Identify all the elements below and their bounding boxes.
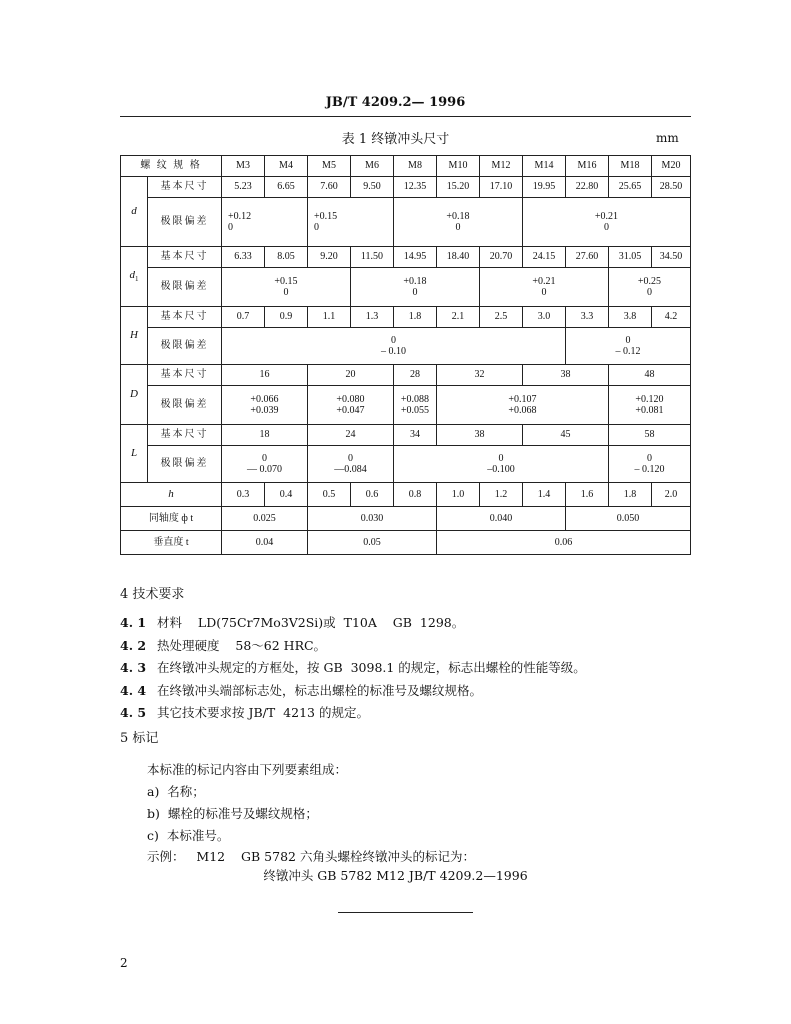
table-cell: 28.50 bbox=[652, 177, 691, 198]
upper-deviation: +0.066 bbox=[250, 393, 279, 405]
dimensions-table bbox=[120, 155, 691, 555]
table-cell: 2.0 bbox=[652, 483, 691, 507]
table-cell: 0.5 bbox=[308, 483, 351, 507]
deviation-label: 极限偏差 bbox=[148, 446, 222, 483]
table-cell: 1.2 bbox=[480, 483, 523, 507]
page-number: 2 bbox=[120, 956, 128, 970]
lower-deviation: 0 bbox=[604, 222, 609, 233]
marking-example-value: 终镦冲头 GB 5782 M12 JB/T 4209.2—1996 bbox=[263, 868, 528, 883]
size-header: M3 bbox=[222, 156, 265, 177]
lower-deviation: +0.068 bbox=[508, 405, 537, 416]
dimension-symbol-d1 bbox=[121, 247, 148, 307]
deviation-label: 极限偏差 bbox=[148, 198, 222, 247]
table-cell: 2.5 bbox=[480, 307, 523, 328]
dimension-symbol-H: H bbox=[121, 307, 148, 365]
table-cell bbox=[222, 268, 351, 307]
table-row bbox=[121, 177, 691, 198]
table-cell: 0.050 bbox=[566, 507, 691, 531]
table-cell: 38 bbox=[437, 425, 523, 446]
upper-deviation: 0 bbox=[498, 452, 504, 464]
lower-deviation: – 0.120 bbox=[634, 464, 665, 475]
requirement-item bbox=[120, 636, 326, 654]
table-row bbox=[121, 425, 691, 446]
table-caption: 表 1 终镦冲头尺寸 bbox=[341, 132, 450, 147]
lower-deviation: 0 bbox=[314, 222, 319, 233]
marking-element: a) 名称； bbox=[147, 784, 205, 799]
upper-deviation: +0.25 bbox=[637, 275, 662, 287]
table-cell bbox=[394, 198, 523, 247]
table-cell: 1.0 bbox=[437, 483, 480, 507]
table-cell bbox=[437, 386, 609, 425]
upper-deviation: +0.12 bbox=[228, 210, 252, 222]
table-cell: 7.60 bbox=[308, 177, 351, 198]
item-text: 在终镦冲头端部标志处，标志出螺栓的标准号及螺纹规格。 bbox=[157, 683, 483, 698]
lower-deviation: +0.039 bbox=[250, 405, 279, 416]
table-header-row bbox=[121, 156, 691, 177]
lower-deviation: – 0.12 bbox=[615, 346, 641, 357]
size-header: M18 bbox=[609, 156, 652, 177]
table-cell: 15.20 bbox=[437, 177, 480, 198]
symbol-subscript: 1 bbox=[135, 275, 139, 284]
table-cell: 3.8 bbox=[609, 307, 652, 328]
item-number: 4. 2 bbox=[120, 638, 147, 653]
table-cell: 0.8 bbox=[394, 483, 437, 507]
table-cell: 3.3 bbox=[566, 307, 609, 328]
item-number: 4. 1 bbox=[120, 615, 147, 630]
table-cell: 32 bbox=[437, 365, 523, 386]
table-cell: 1.8 bbox=[609, 483, 652, 507]
table-cell: 0.040 bbox=[437, 507, 566, 531]
size-header: M14 bbox=[523, 156, 566, 177]
table-cell bbox=[308, 198, 394, 247]
upper-deviation: +0.120 bbox=[635, 393, 664, 405]
item-text: 材料 LD(75Cr7Mo3V2Si)或 T10A GB 1298。 bbox=[157, 615, 465, 630]
table-cell: 34 bbox=[394, 425, 437, 446]
table-row bbox=[121, 268, 691, 307]
table-cell: 6.33 bbox=[222, 247, 265, 268]
lower-deviation: — 0.070 bbox=[247, 464, 282, 475]
size-header: M4 bbox=[265, 156, 308, 177]
table-cell: 6.65 bbox=[265, 177, 308, 198]
basic-size-label: 基本尺寸 bbox=[148, 247, 222, 268]
marking-element: b) 螺栓的标准号及螺纹规格； bbox=[147, 806, 318, 821]
lower-deviation: 0 bbox=[283, 287, 289, 298]
upper-deviation: 0 bbox=[625, 334, 631, 346]
lower-deviation: 0 bbox=[647, 287, 652, 298]
table-cell: 20 bbox=[308, 365, 394, 386]
lower-deviation: +0.047 bbox=[336, 405, 365, 416]
marking-example-label: 示例： M12 GB 5782 六角头螺栓终镦冲头的标记为： bbox=[147, 849, 475, 864]
section-4-title: 4 技术要求 bbox=[120, 587, 185, 602]
table-row bbox=[121, 198, 691, 247]
table-cell: 28 bbox=[394, 365, 437, 386]
table-cell bbox=[609, 268, 691, 307]
table-cell: 45 bbox=[523, 425, 609, 446]
table-row bbox=[121, 507, 691, 531]
table-cell: 58 bbox=[609, 425, 691, 446]
upper-deviation: +0.18 bbox=[446, 210, 470, 222]
table-cell: 11.50 bbox=[351, 247, 394, 268]
table-cell bbox=[394, 386, 437, 425]
table-cell: 27.60 bbox=[566, 247, 609, 268]
table-cell: 31.05 bbox=[609, 247, 652, 268]
table-cell bbox=[609, 386, 691, 425]
upper-deviation: 0 bbox=[262, 452, 267, 464]
table-cell bbox=[351, 268, 480, 307]
basic-size-label: 基本尺寸 bbox=[148, 425, 222, 446]
table-cell bbox=[480, 268, 609, 307]
upper-deviation: 0 bbox=[647, 452, 652, 464]
table-row bbox=[121, 483, 691, 507]
end-rule bbox=[338, 912, 473, 913]
table-row bbox=[121, 365, 691, 386]
table-cell bbox=[394, 446, 609, 483]
table-cell bbox=[222, 198, 308, 247]
table-cell: 2.1 bbox=[437, 307, 480, 328]
table-cell: 0.7 bbox=[222, 307, 265, 328]
size-header: M12 bbox=[480, 156, 523, 177]
item-text: 在终镦冲头规定的方框处，按 GB 3098.1 的规定，标志出螺栓的性能等级。 bbox=[157, 660, 586, 675]
requirement-item bbox=[120, 703, 369, 721]
table-row bbox=[121, 446, 691, 483]
table-cell: 0.06 bbox=[437, 531, 691, 555]
upper-deviation: +0.21 bbox=[532, 275, 556, 287]
lower-deviation: 0 bbox=[455, 222, 461, 233]
table-row bbox=[121, 328, 691, 365]
table-cell: 17.10 bbox=[480, 177, 523, 198]
table-cell bbox=[222, 328, 566, 365]
table-cell: 22.80 bbox=[566, 177, 609, 198]
table-cell bbox=[222, 386, 308, 425]
lower-deviation: —0.084 bbox=[334, 464, 367, 475]
table-cell: 1.3 bbox=[351, 307, 394, 328]
size-header: M5 bbox=[308, 156, 351, 177]
dimension-symbol-L: L bbox=[121, 425, 148, 483]
dimension-symbol-h: h bbox=[121, 483, 222, 507]
table-cell: 1.6 bbox=[566, 483, 609, 507]
coaxiality-label: 同轴度 ф t bbox=[121, 507, 222, 531]
table-cell: 20.70 bbox=[480, 247, 523, 268]
basic-size-label: 基本尺寸 bbox=[148, 177, 222, 198]
header-rule bbox=[120, 116, 691, 117]
table-cell bbox=[609, 446, 691, 483]
item-text: 热处理硬度 58～62 HRC。 bbox=[157, 638, 327, 653]
table-cell: 9.20 bbox=[308, 247, 351, 268]
document-header: JB/T 4209.2— 1996 bbox=[325, 95, 466, 110]
section-5-title: 5 标记 bbox=[120, 731, 159, 746]
deviation-label: 极限偏差 bbox=[148, 328, 222, 365]
symbol-base: d bbox=[129, 269, 135, 282]
table-cell: 12.35 bbox=[394, 177, 437, 198]
table-cell: 4.2 bbox=[652, 307, 691, 328]
upper-deviation: +0.15 bbox=[274, 275, 298, 287]
lower-deviation: 0 bbox=[228, 222, 233, 233]
size-header: M6 bbox=[351, 156, 394, 177]
lower-deviation: 0 bbox=[541, 287, 547, 298]
item-text: 其它技术要求按 JB/T 4213 的规定。 bbox=[157, 705, 369, 720]
basic-size-label: 基本尺寸 bbox=[148, 307, 222, 328]
table-cell bbox=[566, 328, 691, 365]
table-cell: 48 bbox=[609, 365, 691, 386]
upper-deviation: +0.18 bbox=[403, 275, 427, 287]
upper-deviation: +0.080 bbox=[336, 393, 365, 405]
lower-deviation: +0.055 bbox=[400, 405, 430, 416]
table-cell: 16 bbox=[222, 365, 308, 386]
size-header: M8 bbox=[394, 156, 437, 177]
table-row bbox=[121, 307, 691, 328]
table-cell: 0.05 bbox=[308, 531, 437, 555]
thread-spec-header: 螺 纹 规 格 bbox=[121, 156, 222, 177]
table-cell: 25.65 bbox=[609, 177, 652, 198]
table-cell: 1.8 bbox=[394, 307, 437, 328]
upper-deviation: 0 bbox=[391, 334, 396, 346]
requirement-item bbox=[120, 658, 586, 676]
upper-deviation: +0.088 bbox=[400, 393, 430, 405]
table-cell: 1.4 bbox=[523, 483, 566, 507]
marking-element: c) 本标准号。 bbox=[147, 828, 230, 843]
dimension-symbol-D: D bbox=[121, 365, 148, 425]
table-cell: 0.6 bbox=[351, 483, 394, 507]
lower-deviation: 0 bbox=[412, 287, 418, 298]
table-cell: 0.04 bbox=[222, 531, 308, 555]
lower-deviation: +0.081 bbox=[635, 405, 664, 416]
table-cell: 0.4 bbox=[265, 483, 308, 507]
upper-deviation: +0.107 bbox=[508, 393, 537, 405]
table-cell bbox=[222, 446, 308, 483]
table-cell: 14.95 bbox=[394, 247, 437, 268]
table-cell: 5.23 bbox=[222, 177, 265, 198]
basic-size-label: 基本尺寸 bbox=[148, 365, 222, 386]
table-cell: 0.025 bbox=[222, 507, 308, 531]
item-number: 4. 3 bbox=[120, 660, 147, 675]
deviation-label: 极限偏差 bbox=[148, 268, 222, 307]
table-row bbox=[121, 386, 691, 425]
perpendicularity-label: 垂直度 t bbox=[121, 531, 222, 555]
upper-deviation: +0.15 bbox=[314, 210, 338, 222]
table-cell: 0.030 bbox=[308, 507, 437, 531]
requirement-item bbox=[120, 613, 464, 631]
table-cell: 24.15 bbox=[523, 247, 566, 268]
lower-deviation: –0.100 bbox=[487, 464, 515, 475]
table-cell: 3.0 bbox=[523, 307, 566, 328]
table-cell: 34.50 bbox=[652, 247, 691, 268]
deviation-label: 极限偏差 bbox=[148, 386, 222, 425]
table-row bbox=[121, 247, 691, 268]
item-number: 4. 5 bbox=[120, 705, 147, 720]
table-cell: 38 bbox=[523, 365, 609, 386]
lower-deviation: – 0.10 bbox=[381, 346, 406, 357]
marking-intro: 本标准的标记内容由下列要素组成： bbox=[147, 762, 348, 777]
size-header: M16 bbox=[566, 156, 609, 177]
table-cell: 18.40 bbox=[437, 247, 480, 268]
table-cell: 19.95 bbox=[523, 177, 566, 198]
upper-deviation: +0.21 bbox=[594, 210, 619, 222]
size-header: M10 bbox=[437, 156, 480, 177]
item-number: 4. 4 bbox=[120, 683, 147, 698]
dimension-symbol-d: d bbox=[121, 177, 148, 247]
upper-deviation: 0 bbox=[348, 452, 353, 464]
table-unit: mm bbox=[656, 131, 679, 145]
table-cell: 1.1 bbox=[308, 307, 351, 328]
table-cell bbox=[523, 198, 691, 247]
table-cell: 8.05 bbox=[265, 247, 308, 268]
table-cell: 9.50 bbox=[351, 177, 394, 198]
requirement-item bbox=[120, 681, 482, 699]
table-cell bbox=[308, 386, 394, 425]
table-cell: 24 bbox=[308, 425, 394, 446]
table-cell: 0.9 bbox=[265, 307, 308, 328]
table-cell: 18 bbox=[222, 425, 308, 446]
size-header: M20 bbox=[652, 156, 691, 177]
table-cell: 0.3 bbox=[222, 483, 265, 507]
table-cell bbox=[308, 446, 394, 483]
table-row bbox=[121, 531, 691, 555]
